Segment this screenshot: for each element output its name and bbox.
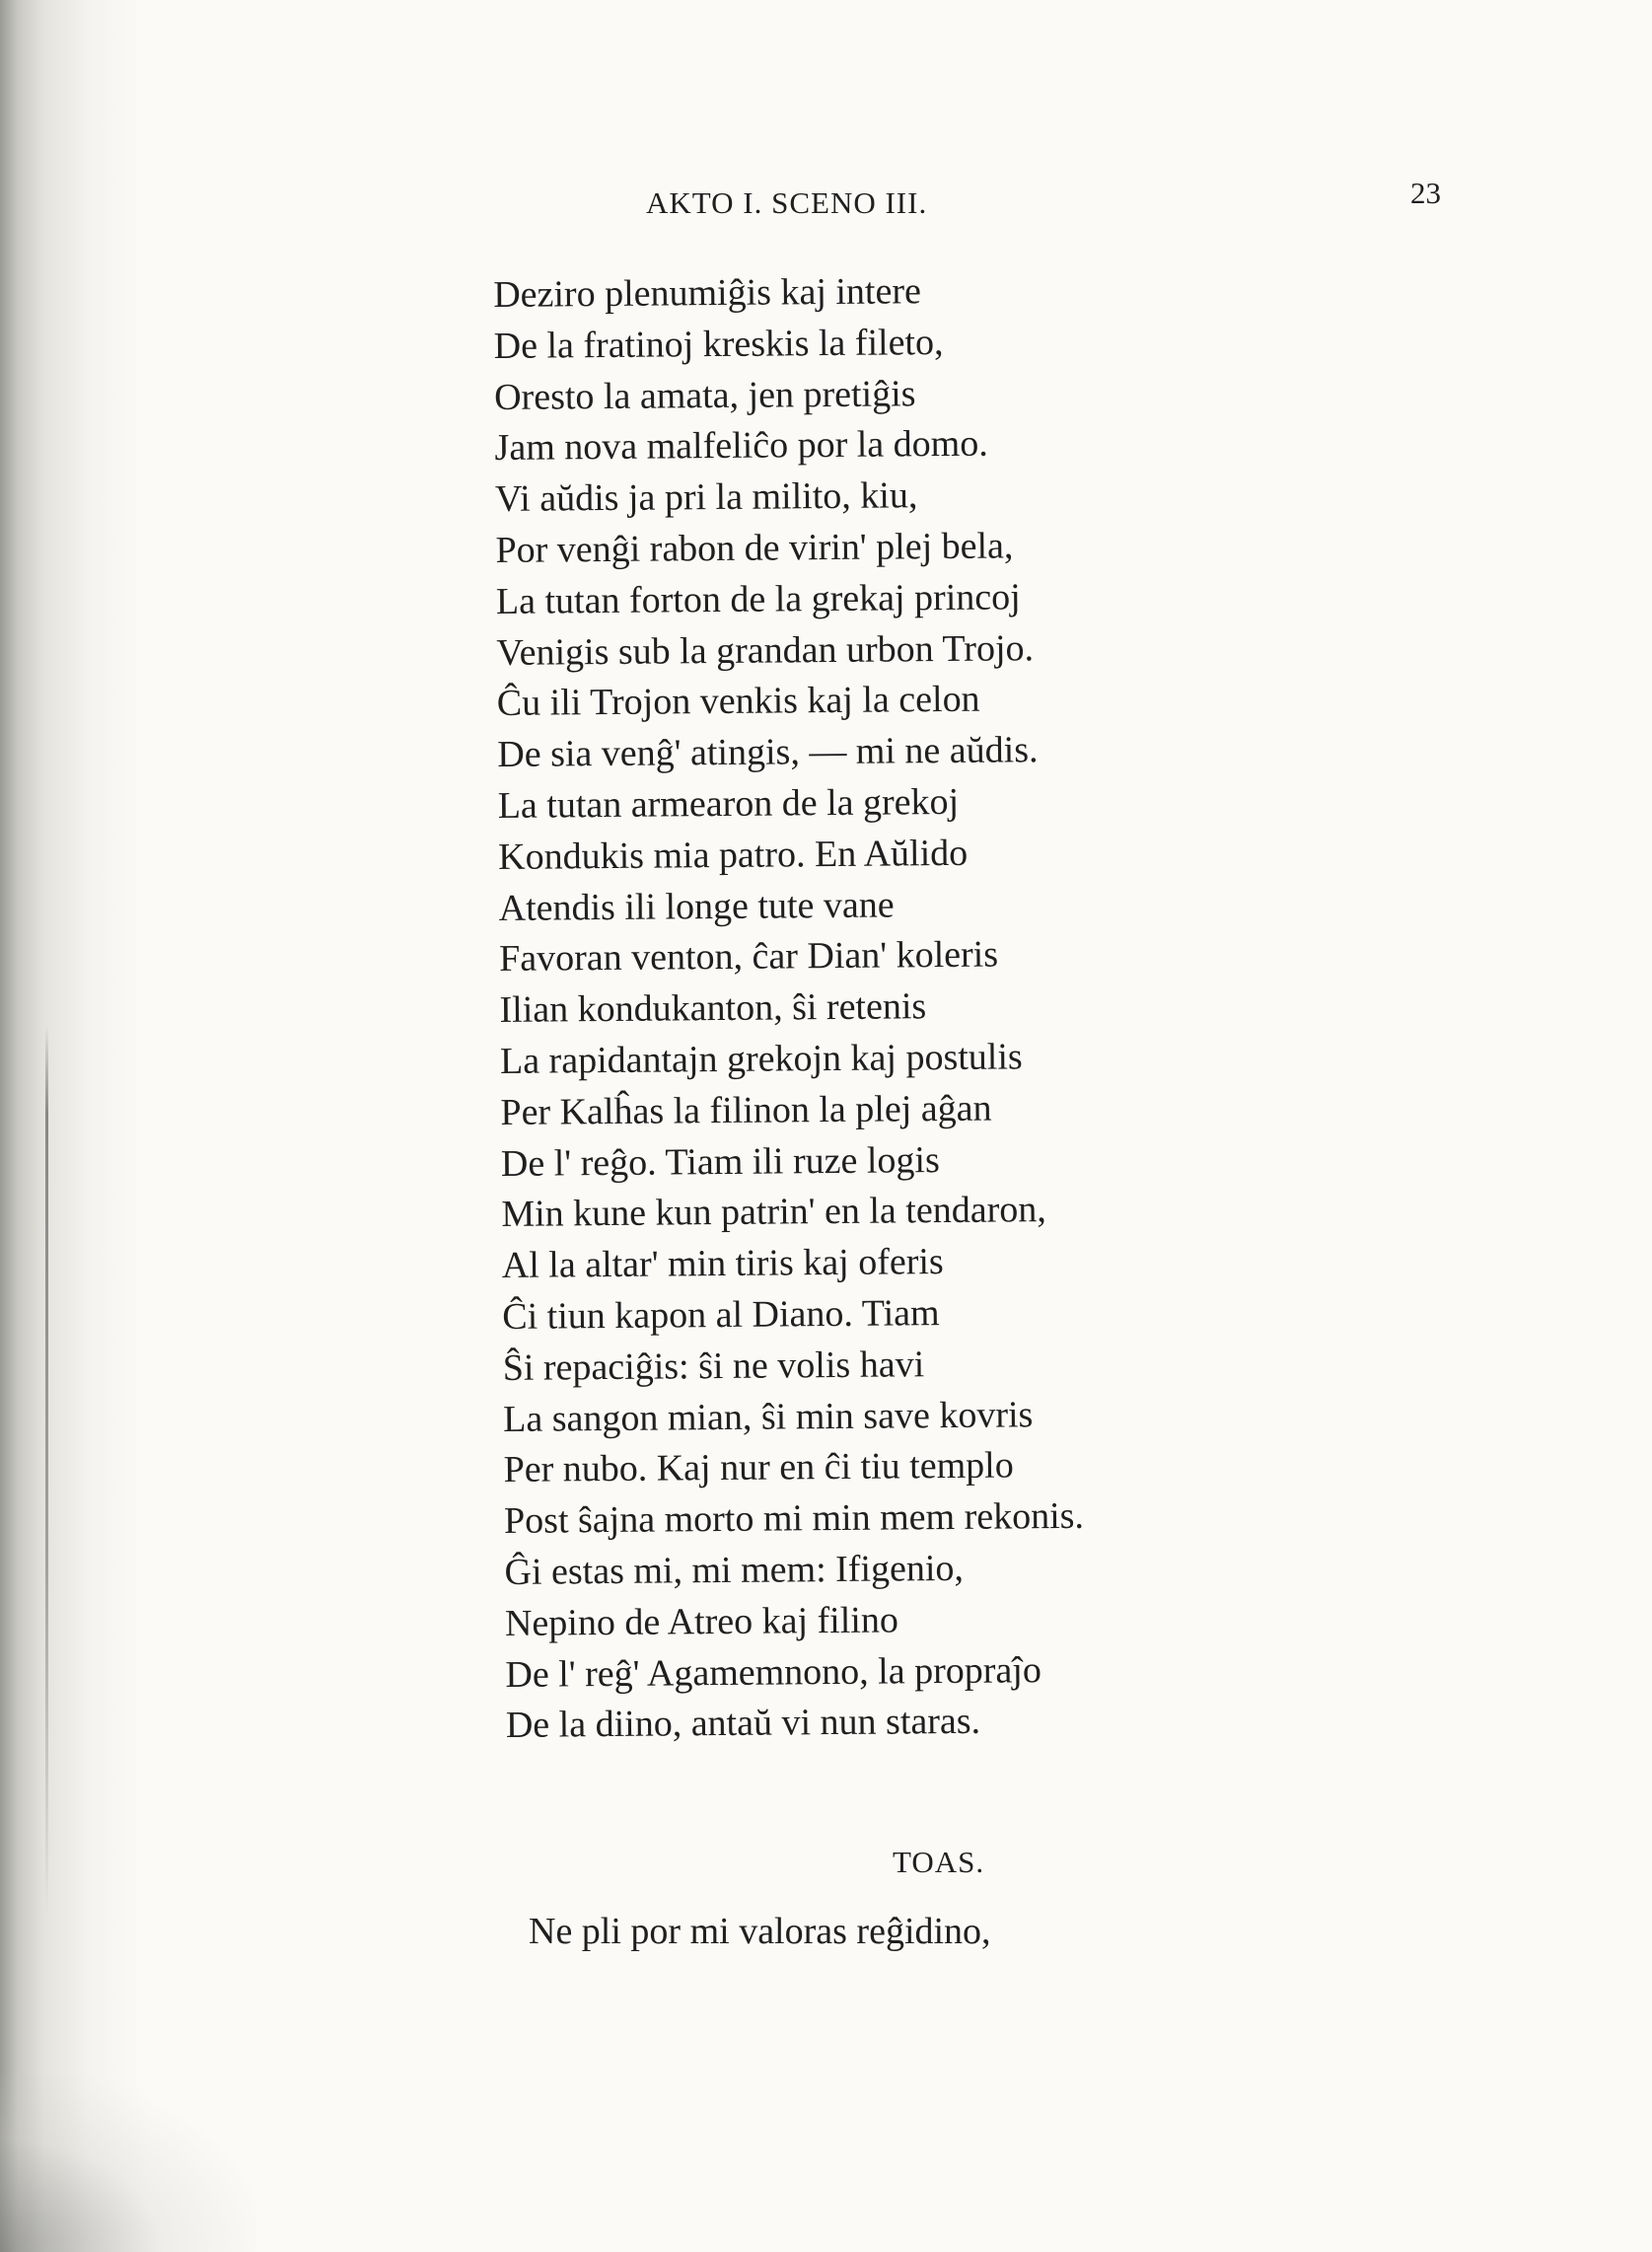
verse-line: Al la altar' min tiris kaj oferis <box>501 1241 944 1287</box>
verse-line: Por venĝi rabon de virin' plej bela, <box>495 525 1014 571</box>
running-head: AKTO I. SCENO III. <box>646 185 928 220</box>
verse-line: La rapidantajn grekojn kaj postulis <box>499 1036 1023 1082</box>
verse-line: Ŝi repaciĝis: ŝi ne volis havi <box>502 1343 925 1389</box>
verse-line: Ĉi tiun kapon al Diano. Tiam <box>502 1292 940 1338</box>
verse-line: De sia venĝ' atingis, — mi ne aŭdis. <box>497 729 1039 776</box>
verse-line: Oresto la amata, jen pretiĝis <box>493 372 916 418</box>
binding-gutter-line <box>45 1026 48 1914</box>
verse-line: De l' reĝo. Tiam ili ruze logis <box>500 1138 940 1185</box>
verse-line: Nepino de Atreo kaj filino <box>504 1599 899 1644</box>
verse-line: La sangon mian, ŝi min save kovris <box>502 1393 1034 1440</box>
page-number: 23 <box>1410 176 1441 210</box>
speaker-name: TOAS. <box>893 1845 985 1879</box>
verse-line: Deziro plenumiĝis kaj intere <box>493 270 922 316</box>
verse-line: Kondukis mia patro. En Aŭlido <box>498 832 969 878</box>
verse-line: Vi aŭdis ja pri la milito, kiu, <box>494 474 918 521</box>
verse-line: De la fratinoj kreskis la fileto, <box>493 321 944 367</box>
verse-line: Jam nova malfeliĉo por la domo. <box>494 423 988 470</box>
verse-line: La tutan forton de la grekaj princoj <box>495 576 1021 622</box>
verse-line: Favoran venton, ĉar Dian' koleris <box>498 933 999 981</box>
verse-line: Atendis ili longe tute vane <box>498 884 895 929</box>
verse-line: De la diino, antaŭ vi nun staras. <box>505 1701 981 1747</box>
verse-line: Ĝi estas mi, mi mem: Ifigenio, <box>504 1547 965 1593</box>
verse-line: Ne pli por mi valoras reĝidino, <box>529 1911 991 1952</box>
verse-line: La tutan armearon de la grekoj <box>497 780 960 827</box>
page-corner-shadow <box>0 2074 256 2252</box>
page-left-edge-shadow <box>0 0 148 2252</box>
verse-line: Min kune kun patrin' en la tendaron, <box>501 1189 1046 1236</box>
verse-line: Venigis sub la grandan urbon Trojo. <box>496 626 1035 674</box>
verse-line: Post ŝajna morto mi min mem rekonis. <box>503 1494 1085 1543</box>
verse-line: De l' reĝ' Agamemnono, la propraĵo <box>505 1648 1042 1696</box>
verse-line: Per nubo. Kaj nur en ĉi tiu templo <box>503 1444 1014 1491</box>
verse-line: Per Kalĥas la filinon la plej aĝan <box>500 1087 992 1133</box>
verse-block <box>493 265 1086 1752</box>
verse-line: Ĉu ili Trojon venkis kaj la celon <box>496 679 980 725</box>
verse-line: Ilian kondukanton, ŝi retenis <box>499 985 927 1032</box>
